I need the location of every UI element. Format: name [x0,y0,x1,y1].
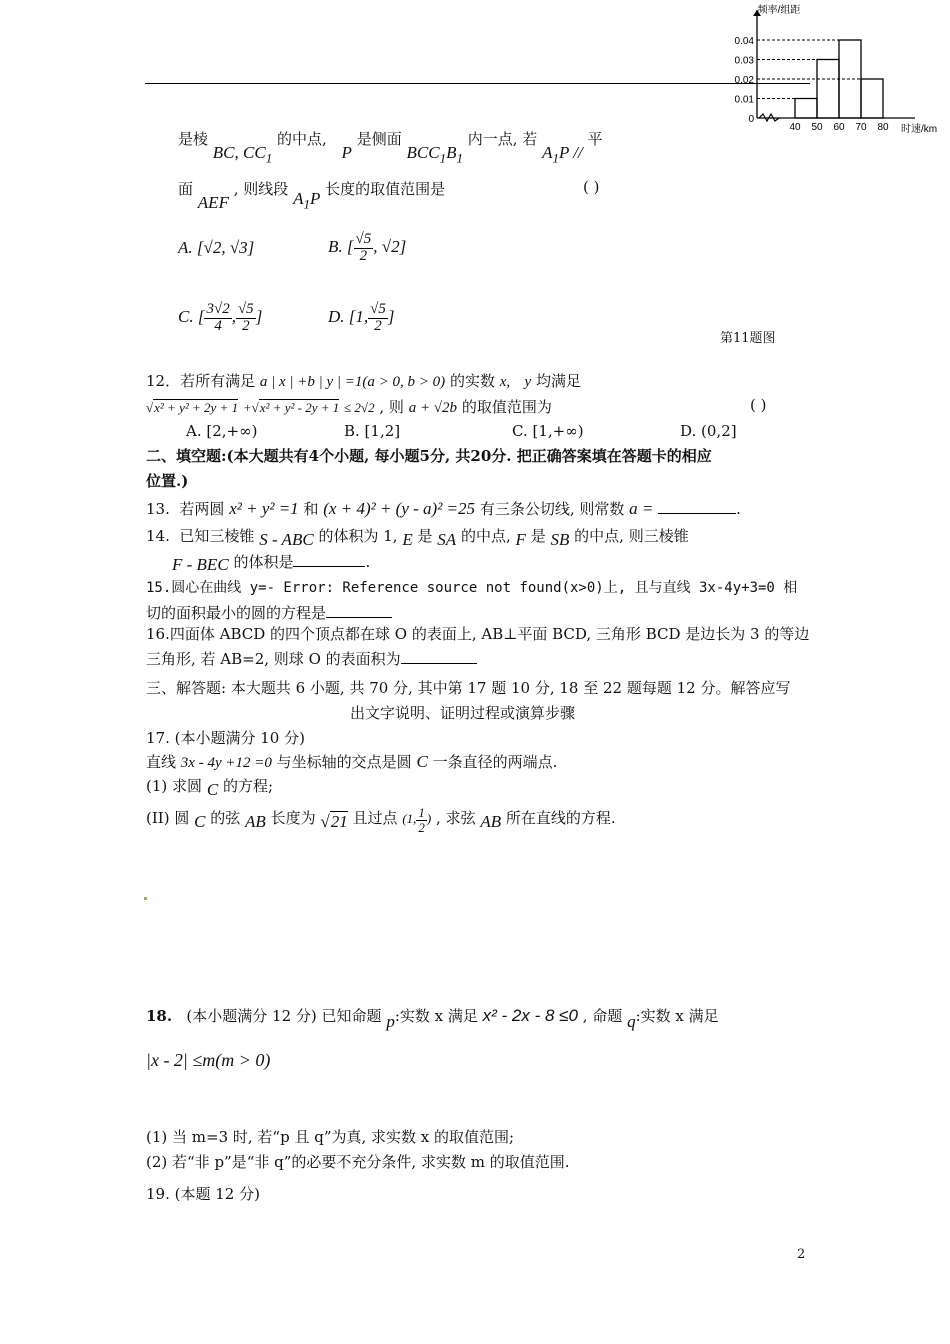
q11-option-b: B. [ $\frac{√5}{2}$ , √2] [328,231,407,264]
x-tick-label: 40 [789,122,801,133]
q17-part2: (II) 圆 C 的弦 AB 长度为 √21 且过点 (1, $\frac{1}{2}$ ) , 求弦 AB 所在直线的方程. [146,805,616,835]
q11-option-c: C. [ $\frac{3√2}{4}$ , $\frac{√5}{2}$ ] [178,301,263,334]
x-axis-label: 时速/km [901,124,938,135]
section2-heading: 二、填空题:(本大题共有4个小题, 每小题5分, 共20分. 把正确答案填在答题卡的相应 [146,447,712,465]
q11-answer-paren: ( ) [583,178,600,196]
x-tick-label: 60 [833,122,845,133]
histogram-bar [795,99,817,119]
q12-option-b: B. [1,2] [344,422,401,440]
x-tick-label: 80 [877,122,889,133]
histogram-bar [817,60,839,119]
q12-line1: 12．若所有满足 a | x | +b | y | =1(a > 0, b > 0) 的实数 x, y 均满足 [146,372,581,390]
section2-heading-cont: 位置.) [146,472,189,490]
page-number: 2 [797,1247,806,1262]
section3-heading: 三、解答题: 本大题共 6 小题, 共 70 分, 其中第 17 题 10 分, 18 至 22 题每题 12 分。解答应写 [146,679,791,697]
q12-option-d: D. (0,2] [680,422,737,440]
q18-line2: |x - 2| ≤m(m > 0) [146,1050,271,1070]
q17-header: 17. (本小题满分 10 分) [146,729,305,747]
header-rule [145,83,810,84]
q16-line2: 三角形, 若 AB=2, 则球 O 的表面积为 [146,648,477,669]
q17-statement: 直线 3x - 4y +12 =0 与坐标轴的交点是圆 C 一条直径的两端点. [146,752,558,771]
q12-answer-paren: ( ) [750,396,767,414]
x-tick-label: 70 [855,122,867,133]
q15-line2: 切的面积最小的圆的方程是 [146,602,392,623]
y-tick-label: 0.04 [734,36,754,47]
y-axis-label: 频率/组距 [757,5,801,16]
q14-line2: F - BEC 的体积是 . [172,553,371,574]
y-tick-label: 0.03 [734,55,754,67]
q11-option-d: D. [1, $\frac{√5}{2}$ ] [328,301,395,334]
figure-caption: 第11题图 [720,331,776,346]
q15-line1: 15.圆心在曲线 y=- Error: Reference source not found(x>0)上, 且与直线 3x-4y+3=0 相 [146,580,798,596]
y-tick-label: 0.01 [734,94,754,106]
section3-heading-cont: 出文字说明、证明过程或演算步骤 [350,704,576,722]
q14-line1: 14. 已知三棱锥 S - ABC 的体积为 1, E 是 SA 的中点, F 是 SB 的中点, 则三棱锥 [146,527,689,549]
q12-option-a: A. [2,+∞) [186,422,258,440]
q18-line1: 18. (本小题满分 12 分) 已知命题 p:实数 x 满足 x² - 2x - 8 ≤0 , 命题 q:实数 x 满足 [146,1006,719,1031]
q12-line2: √x² + y² + 2y + 1 +√x² + y² - 2y + 1 ≤ 2√2 , 则 a + √2b 的取值范围为 [146,398,552,416]
y-tick-label: 0 [748,114,754,125]
q18-part2: (2) 若“非 p”是“非 q”的必要不充分条件, 求实数 m 的取值范围. [146,1153,570,1171]
q11-line2: 面 AEF , 则线段 $A_1P$ 长度的取值范围是 [178,180,446,212]
histogram-bar [861,79,883,118]
q11-option-a: A. [√2, √3] [178,238,255,257]
x-tick-label: 50 [811,122,823,133]
q13: 13. 若两圆 x² + y² =1 和 (x + 4)² + (y - a)² =25 有三条公切线, 则常数 a = . [146,499,741,518]
q17-part1: (1) 求圆 C 的方程; [146,777,273,799]
q19-header: 19. (本题 12 分) [146,1185,260,1203]
histogram-figure [734,2,938,137]
q16-line1: 16.四面体 ABCD 的四个顶点都在球 O 的表面上, AB⊥平面 BCD, 三角形 BCD 是边长为 3 的等边 [146,625,810,643]
q11-line1: 是棱 BC, $CC_1$ 的中点, P 是侧面 $BCC_1B_1$ 内一点, 若 $A_1P$ // 平 [178,130,603,166]
y-tick-label: 0.02 [734,75,754,86]
q12-option-c: C. [1,+∞) [512,422,584,440]
stray-mark [144,897,147,900]
q18-part1: (1) 当 m=3 时, 若“p 且 q”为真, 求实数 x 的取值范围; [146,1128,515,1146]
